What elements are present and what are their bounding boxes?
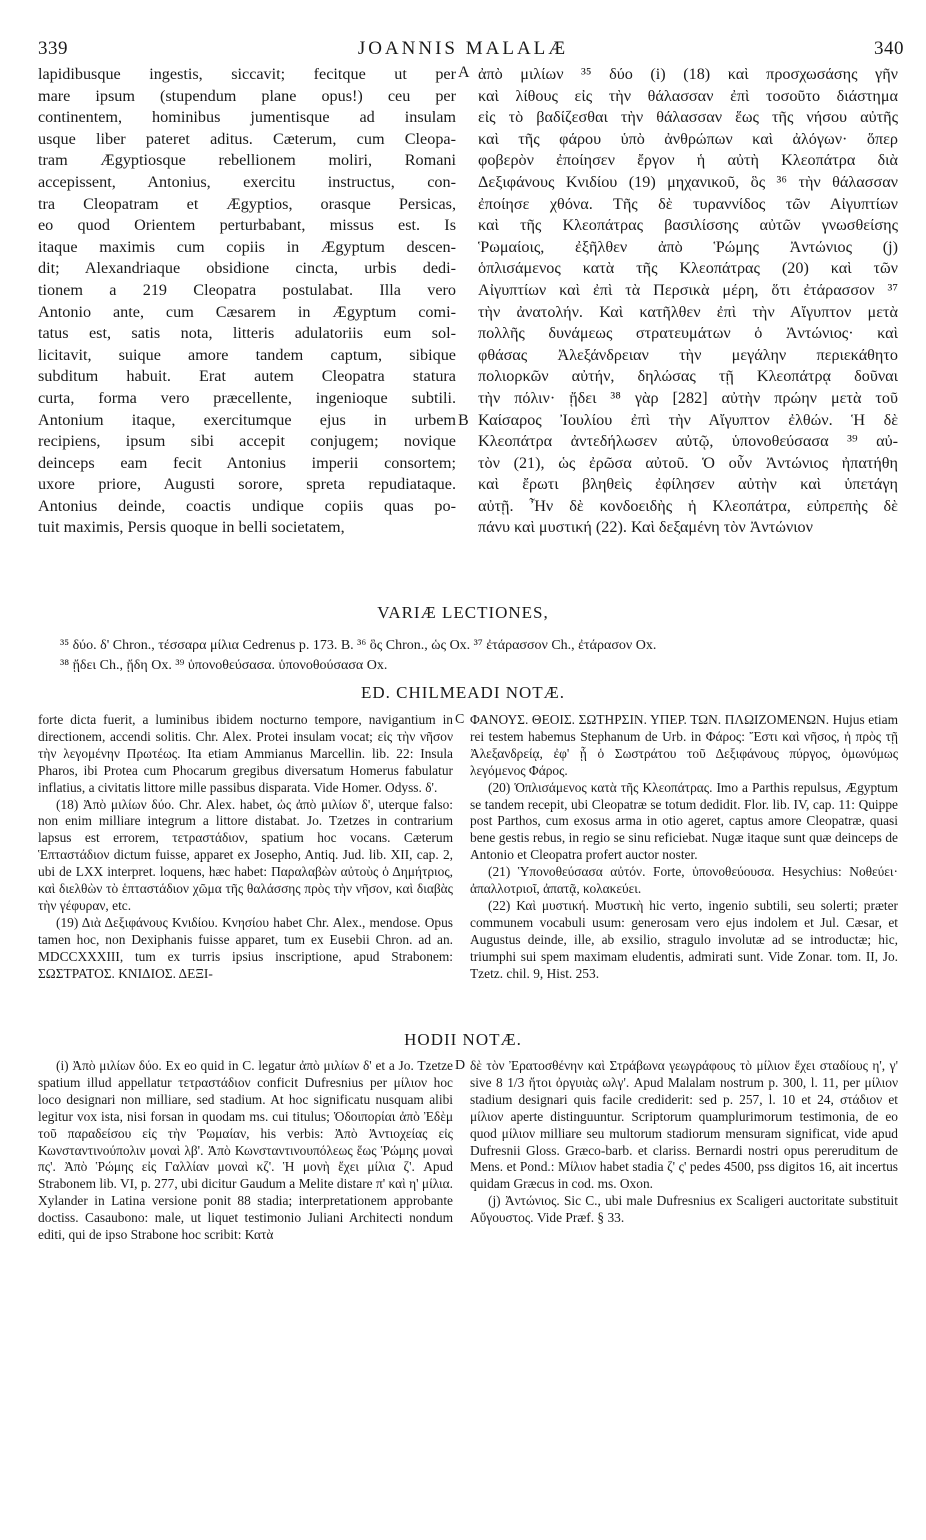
text-line: Antonius deinde, coactis undique copiis quas po- (38, 496, 456, 515)
chilmead-notes-left (38, 712, 453, 983)
text-line: recipiens, ipsum sibi accepit conjugem; novique (38, 432, 456, 451)
text-line: αὐτῇ. Ἦν δὲ κονδοειδὴς ἡ Κλεοπάτρα, εὐπρεπὴς δὲ (478, 496, 898, 515)
running-title: JOANNIS MALALÆ (357, 38, 569, 59)
text-line: eo quod Orientem perturbabant, missus est. Is (38, 216, 456, 235)
text-line: continentem, hominibus jumentisque ad insulam (38, 108, 456, 127)
note-paragraph: (21) Ὑπονοθεύσασα αὐτόν. Forte, ὑπονοθεύουσα. Hesychius: Νοθεύει· ἀπαλλοτριοῖ, ἀπατᾷ, κολακεύει. (470, 864, 898, 897)
text-line: Αἰγυπτίων καὶ ἐπὶ τὰ Περσικὰ μέρη, ὅτι ἐτάρασσον ³⁷ (478, 280, 898, 299)
page-number-right: 340 (874, 38, 904, 59)
text-line: φοβερὸν ἐποίησεν ἔργον ἡ αὐτὴ Κλεοπάτρα διὰ (478, 151, 898, 170)
margin-marker-d: D (455, 1058, 466, 1073)
text-line: καὶ λίθους εἰς τὴν θάλασσαν ἐπὶ τοσοῦτο διάστημα (478, 86, 898, 105)
text-line: Antonio ante, cum Cæsarem in Ægyptum comi- (38, 302, 456, 321)
note-paragraph: ΦΑΝΟΥΣ. ΘΕΟΙΣ. ΣΩΤΗΡΣΙΝ. ΥΠΕΡ. ΤΩΝ. ΠΛΩΙΖΟΜΕΝΩΝ. Hujus etiam rei testem habemus Stephanum de Urb. in Φάρος: Ἔστι καὶ νῆσος, ἡ πρὸς τῇ Ἀλεξανδρείᾳ, ἐφ' ᾗ ὁ Σωστράτου τοῦ Δεξιφάνους πύργος, ὁμωνύμως λεγόμενος Φάρος. (470, 712, 898, 778)
note-paragraph: δὲ τὸν Ἐρατοσθένην καὶ Στράβωνα γεωγράφους τὸ μίλιον ἔχει σταδίους η', γ' sive 8 1/3 ἤτοι ὀργυιὰς ωλγ'. Apud Malalam nostrum p. 300, l. 11, per μίλιον stadium designari quis facile crediderit: sed p. 257, l. 10 et 24, στάδιον et μίλιον aperte distinguuntur. Scriptorum quamplurimorum testimonia, de eo quod μίλιον milliare seu multorum stadiorum mensuram significat, vide apud Dufresnii Gloss. Græco-barb. et clariss. Bernardi nostri opus pereruditum de Mens. et Pond.: Μίλιον habet stadia ζ' ς' pedes 4500, pss digitos 16, ait incertus quidam Græcus in cod. ms. Oxon. (470, 1058, 898, 1192)
text-line: Δεξιφάνους Κνιδίου (19) μηχανικοῦ, ὃς ³⁶ τὴν θάλασσαν (478, 172, 898, 191)
text-line: πολιορκῶν αὐτήν, δηλώσας τῇ Κλεοπάτρᾳ δοῦναι (478, 367, 898, 386)
text-line: τὸν (21), ὡς ἐρῶσα αὐτοῦ. Ὁ οὖν Ἀντώνιος ἠπατήθη (478, 453, 898, 472)
text-line: πάνυ καὶ μυστική (22). Καὶ δεξαμένη τὸν Ἀντώνιον (478, 518, 813, 537)
text-line: usque liber pateret aditus. Cæterum, cum Cleopa- (38, 129, 456, 148)
text-line: Antonium itaque, exercitumque ejus in urbem (38, 410, 456, 429)
text-line: tram Ægyptiosque rebellionem moliri, Romani (38, 151, 456, 170)
text-line: τὴν ἀνατολήν. Καὶ κατῆλθεν ἐπὶ τὴν Αἴγυπτον μετὰ (478, 302, 898, 321)
page-number-left: 339 (38, 38, 68, 59)
margin-marker-b: B (458, 412, 469, 429)
latin-text-column (38, 64, 456, 539)
variant-line: ³⁵ δύο. δ' Chron., τέσσαρα μίλια Cedrenus p. 173. B. ³⁶ ὃς Chron., ὡς Ox. ³⁷ ἐτάρασσον Ch., ἐτάρασον Ox. (60, 638, 657, 653)
text-line: licitavit, suique amore tandem captum, sibique (38, 345, 456, 364)
text-line: accepissent, Antonius, exercitu instructus, con- (38, 172, 456, 191)
text-line: lapidibusque ingestis, siccavit; fecitque ut per (38, 65, 456, 83)
greek-text-column (478, 64, 898, 539)
note-paragraph: (22) Καὶ μυστική. Μυστικὴ hic verto, ingenio subtili, seu solerti; præter communem vocabuli usum: generosam vero ejus indolem et Jul. Cæsar, et Augustus deinde, ille, ab exsilio, stragulo involutæ ad se introductæ; hic, triumphi sui spem maximam eludentis, admirati sunt. Vide Zonar. tom. II, Jo. Tzetz. chil. 9, Hist. 253. (470, 897, 898, 981)
text-line: εἰς τὸ βαδίζεσθαι τὴν θάλασσαν ἕως τῆς νήσου αὐτῆς (478, 108, 898, 127)
text-line: dit; Alexandriaque obsidione cincta, urbis dedi- (38, 259, 456, 278)
text-line: ὁπλισάμενος κατὰ τῆς Κλεοπάτρας (20) καὶ τῶν (478, 259, 898, 278)
text-line: φθάσας Ἀλεξάνδρειαν τὴν μεγάλην περιεκάθητο (478, 345, 898, 364)
text-line: Καίσαρος Ἰουλίου ἐπὶ τὴν Αἴγυπτον ἐλθών. Ἡ δὲ (478, 410, 898, 429)
text-line: subditum habuit. Erat autem Cleopatra statura (38, 367, 456, 386)
note-paragraph: (20) Ὁπλισάμενος κατὰ τῆς Κλεοπάτρας. Imo a Parthis repulsus, Ægyptum se tandem recepit, ubi Cleopatræ se totum dedidit. Flor. lib. IV, cap. 11: Quippe post Parthos, cum exosus arma in otio ageret, captus amore Cleopatræ, quasi bene gestis rebus, in regio se sinu reficiebat. Nugæ itaque sunt quæ deinceps de Antonio et Cleopatra profert auctor noster. (470, 779, 898, 863)
hodii-notes-left (38, 1058, 453, 1244)
text-line: deinceps eam fecit Antonius imperii consortem; (38, 453, 456, 472)
text-line: τὴν πόλιν· ᾔδει ³⁸ γὰρ [282] αὐτὴν πρώην μετὰ τοῦ (478, 388, 898, 407)
text-line: καὶ τῆς φάρου ὑπὸ ἀνθρώπων καὶ ἀλόγων· ὅπερ (478, 129, 898, 148)
text-line: tra Cleopatram et Ægyptios, orasque Persicas, (38, 194, 456, 213)
note-paragraph: (i) Ἀπὸ μιλίων δύο. Ex eo quid in C. legatur ἀπὸ μιλίων δ' et a Jo. Tzetze spatium illud appellatur τετραστάδιον conficit Dufresnius per μίλιον hoc loco designari non milliare, sed stadium. At hoc significatu nusquam alibi legitur vox ista, nisi forsan in quodam ms. cui titulus; Ὁδοιπορίαι ἀπὸ Ἐδὲμ τοῦ παραδείσου εἰς τὴν Ῥωμαίαν, his verbis: Ἀπὸ Ἀντιοχείας εἰς Κωνσταντινούπολιν μοναὶ λβ'. Ἀπὸ Κωνσταντινουπόλεως ἕως Ῥώμης μοναὶ πς'. Ἀπὸ Ῥώμης εἰς Γαλλίαν μοναὶ κζ'. Ἡ μονὴ ἔχει μίλια ζ'. Apud Strabonem lib. VI, p. 277, ubi dicitur Gaudum a Melite distare π' καὶ η' μίλια. Xylander in Latina versione ponit 88 stadia; interpretationem approbante doctiss. Casaubono: male, ut liquet testimonio Juliani Architecti nondum editi, qui de ipso Strabone hoc scribit: Κατὰ (38, 1058, 453, 1243)
hodii-notes-right (470, 1058, 898, 1227)
text-line: tatus est, satis nota, litteris adulatoriis eum sol- (38, 324, 456, 343)
note-paragraph: (j) Ἀντώνιος. Sic C., ubi male Dufresnius ex Scaligeri auctoritate substituit Αὔγουστος. Vide Præf. § 33. (470, 1193, 898, 1226)
text-line: καὶ τῆς Κλεοπάτρας βασιλίσσης αὐτῶν γνωσθείσης (478, 216, 898, 235)
text-line: tuit maximis, Persis quoque in belli societatem, (38, 518, 345, 537)
text-line: uxore priore, Augusti sorore, spreta repudiataque. (38, 475, 456, 494)
text-line: ἐποίησε χθόνα. Τῆς δὲ τυραννίδος τῶν Αἰγυπτίων (478, 194, 898, 213)
note-paragraph: forte dicta fuerit, a luminibus ibidem nocturno tempore, navigantium in directionem, accendi solitis. Chr. Alex. Protei insulam vocat; εἰς τὴν νῆσον τὴν λεγομένην Πρωτέως. Ita etiam Ammianus Marcellin. lib. 22: Insula Pharos, ibi Protea cum Phocarum gregibus diversatum Homerus fabulatur inflatius, a civitatis littore mille passibus disparata. Vide Homer. Odyss. δ'. (38, 712, 453, 795)
hodii-notes-title: HODII NOTÆ. (404, 1030, 522, 1049)
note-paragraph: (19) Διὰ Δεξιφάνους Κνιδίου. Κνησίου habet Chr. Alex., mendose. Opus tamen hoc, non Dexiphanis fuisse apparet, tum ex Eusebii Chron. ad an. MDCCXXXIII, tum ex turris ipsius inscriptione, apud Strabonem: ΣΩΣΤΡΑΤΟΣ. ΚΝΙΔΙΟΣ. ΔΕΞΙ- (38, 914, 453, 981)
text-line: καὶ ἔρωτι βληθεὶς ἐφίλησεν αὐτὴν καὶ ὑπετάγη (478, 475, 898, 494)
chilmead-notes-title: ED. CHILMEADI NOTÆ. (360, 683, 566, 702)
text-line: Ῥωμαίοις, ἐξῆλθεν ἀπὸ Ῥώμης Ἀντώνιος (j) (478, 237, 898, 256)
text-line: Κλεοπάτρα ἀντεδήλωσεν αὐτῷ, ὑπονοθεύσασα ³⁹ αὐ- (478, 432, 898, 451)
text-line: curta, forma vero præcellente, ingenioque subtili. (38, 388, 456, 407)
text-line: πολλῆς δυνάμεως στρατευμάτων ὁ Ἀντώνιος· καὶ (478, 324, 898, 343)
margin-marker-a: A (458, 64, 470, 81)
margin-marker-c: C (455, 712, 465, 727)
chilmead-notes-right (470, 712, 898, 983)
text-line: ἀπὸ μιλίων ³⁵ δύο (i) (18) καὶ προσχωσάσης γῆν (478, 65, 898, 83)
text-line: tionem a 219 Cleopatra postulabat. Illa vero (38, 280, 456, 299)
text-line: itaque maximis cum copiis in Ægyptum descen- (38, 237, 456, 256)
text-line: mare ipsum (stupendum plane opus!) ceu per (38, 86, 456, 105)
variant-line: ³⁸ ᾔδει Ch., ᾔδη Ox. ³⁹ ὑπονοθεύσασα. ὑπονοθούσασα Ox. (60, 658, 388, 673)
variae-lectiones-title: VARIÆ LECTIONES, (377, 603, 549, 622)
note-paragraph: (18) Ἀπὸ μιλίων δύο. Chr. Alex. habet, ὡς ἀπὸ μιλίων δ', uterque falso: non enim milliare integrum a littore distabat. Jo. Tzetzes in contrarium lapsus est errorem, τετραστάδιον, spatium hoc vocans. Cæterum Ἑπταστάδιον dictum fuisse, apparet ex Josepho, Antiq. Jud. lib. XII, cap. 2, ubi de LXX interpret. loquens, hæc habet: Παραλαβὼν αὐτοὺς ὁ Δημήτριος, καὶ διελθὼν τὸ ἑπταστάδιον χῶμα τῆς θαλάσσης πρὸς τὴν νῆσον, καὶ διαβὰς τὴν γέφυραν, etc. (38, 796, 453, 913)
